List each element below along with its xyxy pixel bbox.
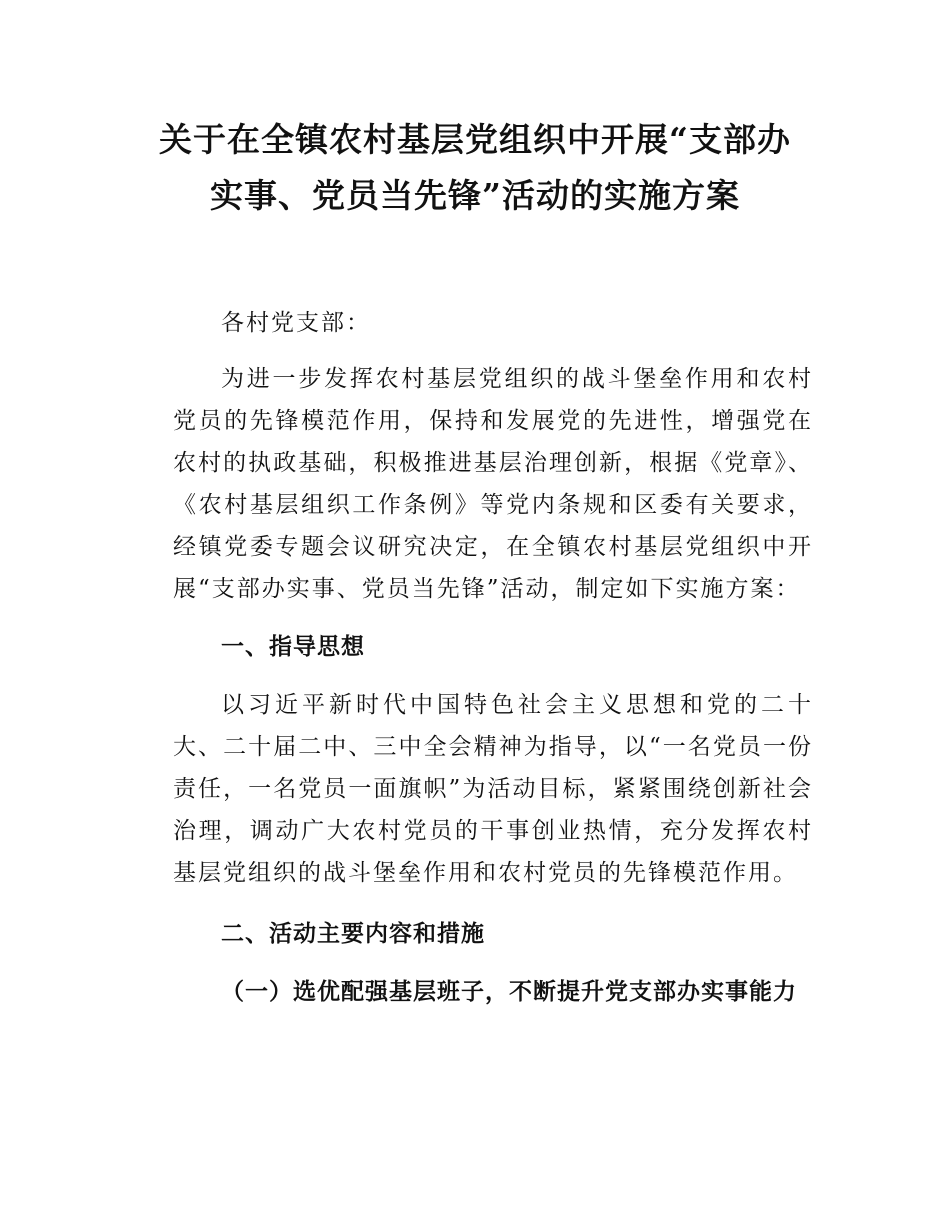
document-title [140,112,810,224]
salutation: 各村党支部： [221,310,371,336]
section-2-heading: 二、活动主要内容和措施 [221,921,485,947]
section-1-heading: 一、指导思想 [221,634,365,660]
title-line-2: 实事、党员当先锋”活动的实施方案 [210,176,740,215]
subsection-1-heading: （一）选优配强基层班子，不断提升党支部办实事能力 [221,979,797,1005]
title-line-1: 关于在全镇农村基层党组织中开展“支部办 [159,120,791,159]
section-1-paragraph: 以习近平新时代中国特色社会主义思想和党的二十大、二十届二中、三中全会精神为指导，以“一名党员一份责任，一名党员一面旗帜”为活动目标，紧紧围绕创新社会治理，调动广大农村党员的干事创业热情，充分发挥农村基层党组织的战斗堡垒作用和农村党员的先锋模范作用。 [173,692,813,886]
intro-paragraph: 为进一步发挥农村基层党组织的战斗堡垒作用和农村党员的先锋模范作用，保持和发展党的先进性，增强党在农村的执政基础，积极推进基层治理创新，根据《党章》、《农村基层组织工作条例》等党内条规和区委有关要求，经镇党委专题会议研究决定，在全镇农村基层党组织中开展“支部办实事、党员当先锋”活动，制定如下实施方案： [173,366,813,602]
